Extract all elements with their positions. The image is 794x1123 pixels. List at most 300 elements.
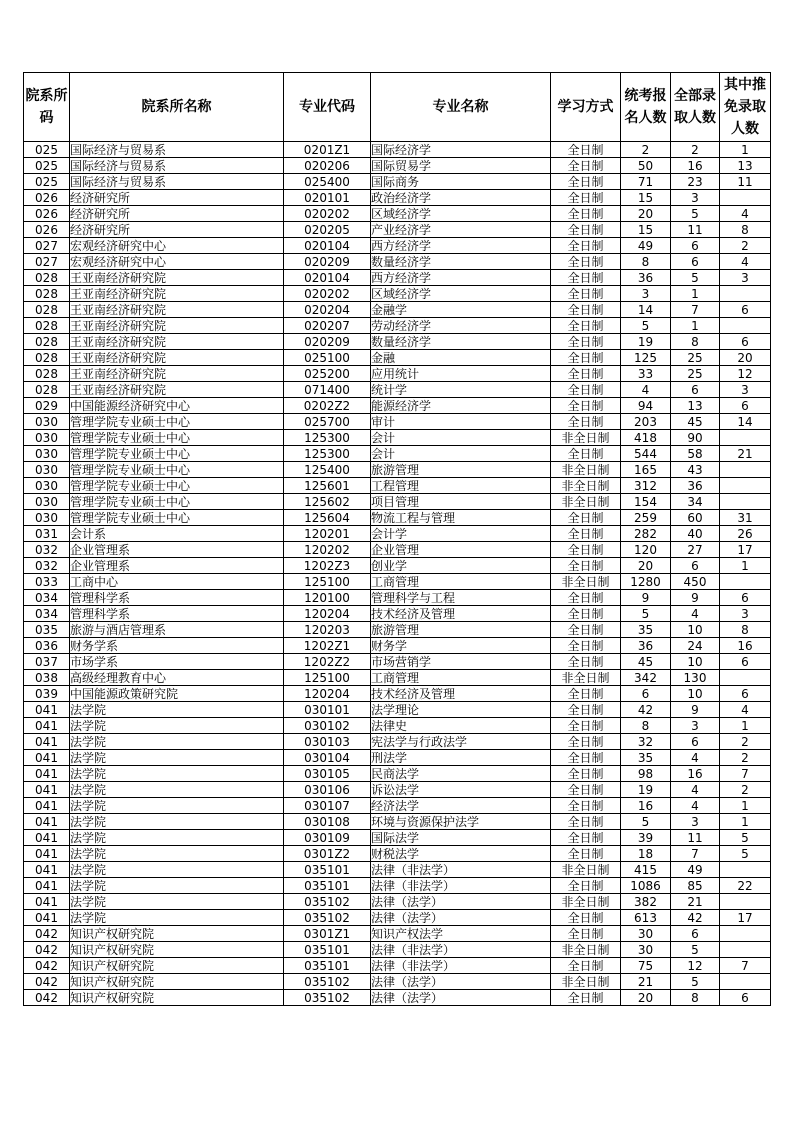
cell-major-code: 035101 <box>284 862 371 878</box>
cell-major-code: 035101 <box>284 942 371 958</box>
cell-dept-name: 法学院 <box>70 830 284 846</box>
table-row <box>24 622 771 638</box>
table-row <box>24 942 771 958</box>
cell-study-mode: 非全日制 <box>551 462 621 478</box>
cell-applicants: 35 <box>621 622 671 638</box>
cell-dept-code: 041 <box>24 782 70 798</box>
cell-exempt: 2 <box>720 734 771 750</box>
cell-dept-name: 法学院 <box>70 734 284 750</box>
cell-major-code: 125604 <box>284 510 371 526</box>
cell-study-mode: 全日制 <box>551 222 621 238</box>
cell-exempt: 6 <box>720 590 771 606</box>
cell-study-mode: 全日制 <box>551 238 621 254</box>
cell-major-name: 国际法学 <box>371 830 551 846</box>
cell-admitted: 10 <box>671 686 720 702</box>
cell-study-mode: 全日制 <box>551 286 621 302</box>
cell-major-code: 071400 <box>284 382 371 398</box>
table-row <box>24 670 771 686</box>
cell-exempt: 2 <box>720 238 771 254</box>
cell-applicants: 418 <box>621 430 671 446</box>
cell-study-mode: 全日制 <box>551 158 621 174</box>
cell-major-code: 020207 <box>284 318 371 334</box>
cell-admitted: 1 <box>671 286 720 302</box>
cell-dept-name: 法学院 <box>70 814 284 830</box>
table-row <box>24 638 771 654</box>
cell-applicants: 20 <box>621 206 671 222</box>
cell-major-name: 管理科学与工程 <box>371 590 551 606</box>
header-admitted: 全部录取人数 <box>671 73 720 142</box>
table-row <box>24 958 771 974</box>
cell-dept-name: 知识产权研究院 <box>70 990 284 1006</box>
cell-exempt <box>720 430 771 446</box>
cell-major-name: 市场营销学 <box>371 654 551 670</box>
cell-applicants: 49 <box>621 238 671 254</box>
table-row <box>24 894 771 910</box>
cell-dept-code: 028 <box>24 382 70 398</box>
cell-admitted: 11 <box>671 222 720 238</box>
table-row <box>24 654 771 670</box>
cell-applicants: 342 <box>621 670 671 686</box>
cell-dept-name: 法学院 <box>70 718 284 734</box>
cell-major-code: 120204 <box>284 686 371 702</box>
cell-dept-name: 管理学院专业硕士中心 <box>70 478 284 494</box>
cell-study-mode: 全日制 <box>551 622 621 638</box>
cell-applicants: 94 <box>621 398 671 414</box>
cell-dept-code: 029 <box>24 398 70 414</box>
cell-dept-code: 035 <box>24 622 70 638</box>
cell-major-name: 应用统计 <box>371 366 551 382</box>
cell-study-mode: 非全日制 <box>551 670 621 686</box>
cell-study-mode: 全日制 <box>551 686 621 702</box>
cell-dept-name: 知识产权研究院 <box>70 958 284 974</box>
cell-applicants: 165 <box>621 462 671 478</box>
cell-major-name: 西方经济学 <box>371 238 551 254</box>
cell-admitted: 5 <box>671 270 720 286</box>
cell-applicants: 35 <box>621 750 671 766</box>
header-exempt: 其中推免录取人数 <box>720 73 771 142</box>
cell-exempt: 5 <box>720 830 771 846</box>
cell-admitted: 25 <box>671 366 720 382</box>
cell-admitted: 6 <box>671 734 720 750</box>
cell-dept-code: 027 <box>24 238 70 254</box>
cell-exempt: 8 <box>720 622 771 638</box>
cell-major-code: 030109 <box>284 830 371 846</box>
cell-major-name: 法律（法学） <box>371 974 551 990</box>
cell-major-name: 金融 <box>371 350 551 366</box>
cell-dept-name: 旅游与酒店管理系 <box>70 622 284 638</box>
cell-admitted: 130 <box>671 670 720 686</box>
cell-dept-code: 042 <box>24 926 70 942</box>
cell-exempt: 5 <box>720 846 771 862</box>
cell-major-code: 030104 <box>284 750 371 766</box>
cell-major-code: 030105 <box>284 766 371 782</box>
cell-study-mode: 非全日制 <box>551 974 621 990</box>
cell-major-name: 数量经济学 <box>371 254 551 270</box>
cell-major-code: 035101 <box>284 958 371 974</box>
cell-applicants: 8 <box>621 254 671 270</box>
cell-major-code: 020202 <box>284 206 371 222</box>
cell-dept-name: 管理学院专业硕士中心 <box>70 414 284 430</box>
cell-admitted: 13 <box>671 398 720 414</box>
cell-dept-code: 030 <box>24 462 70 478</box>
cell-dept-code: 041 <box>24 910 70 926</box>
cell-study-mode: 全日制 <box>551 702 621 718</box>
cell-major-code: 020104 <box>284 270 371 286</box>
cell-dept-name: 王亚南经济研究院 <box>70 382 284 398</box>
cell-exempt <box>720 942 771 958</box>
table-row <box>24 398 771 414</box>
cell-applicants: 203 <box>621 414 671 430</box>
cell-exempt <box>720 670 771 686</box>
cell-major-name: 刑法学 <box>371 750 551 766</box>
table-row <box>24 574 771 590</box>
cell-admitted: 7 <box>671 302 720 318</box>
cell-dept-name: 企业管理系 <box>70 542 284 558</box>
cell-dept-name: 王亚南经济研究院 <box>70 286 284 302</box>
cell-applicants: 5 <box>621 318 671 334</box>
cell-exempt: 17 <box>720 542 771 558</box>
cell-major-code: 120204 <box>284 606 371 622</box>
table-row <box>24 702 771 718</box>
cell-applicants: 8 <box>621 718 671 734</box>
cell-study-mode: 全日制 <box>551 606 621 622</box>
cell-dept-name: 管理科学系 <box>70 606 284 622</box>
cell-study-mode: 全日制 <box>551 766 621 782</box>
cell-major-code: 035101 <box>284 878 371 894</box>
cell-major-code: 025400 <box>284 174 371 190</box>
cell-major-code: 030102 <box>284 718 371 734</box>
cell-dept-code: 028 <box>24 334 70 350</box>
cell-applicants: 71 <box>621 174 671 190</box>
cell-dept-name: 法学院 <box>70 878 284 894</box>
table-row <box>24 350 771 366</box>
cell-major-name: 西方经济学 <box>371 270 551 286</box>
cell-applicants: 5 <box>621 814 671 830</box>
cell-major-code: 035102 <box>284 894 371 910</box>
cell-study-mode: 全日制 <box>551 334 621 350</box>
cell-applicants: 5 <box>621 606 671 622</box>
cell-major-code: 020209 <box>284 334 371 350</box>
cell-dept-code: 037 <box>24 654 70 670</box>
cell-dept-name: 高级经理教育中心 <box>70 670 284 686</box>
cell-dept-code: 028 <box>24 350 70 366</box>
cell-dept-name: 管理学院专业硕士中心 <box>70 494 284 510</box>
cell-study-mode: 全日制 <box>551 846 621 862</box>
table-row <box>24 766 771 782</box>
cell-exempt: 1 <box>720 718 771 734</box>
cell-dept-name: 王亚南经济研究院 <box>70 318 284 334</box>
cell-dept-name: 市场学系 <box>70 654 284 670</box>
cell-exempt <box>720 286 771 302</box>
cell-applicants: 1086 <box>621 878 671 894</box>
cell-admitted: 6 <box>671 254 720 270</box>
cell-dept-code: 028 <box>24 286 70 302</box>
cell-admitted: 5 <box>671 974 720 990</box>
cell-dept-code: 030 <box>24 430 70 446</box>
cell-admitted: 4 <box>671 750 720 766</box>
header-dept-code: 院系所码 <box>24 73 70 142</box>
cell-applicants: 36 <box>621 638 671 654</box>
cell-dept-code: 036 <box>24 638 70 654</box>
cell-admitted: 10 <box>671 622 720 638</box>
cell-dept-code: 041 <box>24 846 70 862</box>
cell-major-name: 国际贸易学 <box>371 158 551 174</box>
cell-major-code: 0301Z2 <box>284 846 371 862</box>
table-row <box>24 718 771 734</box>
cell-dept-name: 王亚南经济研究院 <box>70 334 284 350</box>
cell-admitted: 43 <box>671 462 720 478</box>
table-row <box>24 974 771 990</box>
cell-admitted: 4 <box>671 782 720 798</box>
cell-exempt <box>720 574 771 590</box>
cell-applicants: 33 <box>621 366 671 382</box>
cell-dept-code: 041 <box>24 894 70 910</box>
table-row <box>24 382 771 398</box>
cell-exempt <box>720 478 771 494</box>
cell-exempt: 1 <box>720 558 771 574</box>
cell-dept-code: 030 <box>24 446 70 462</box>
cell-major-code: 120202 <box>284 542 371 558</box>
table-row <box>24 318 771 334</box>
cell-exempt <box>720 190 771 206</box>
cell-applicants: 3 <box>621 286 671 302</box>
cell-admitted: 21 <box>671 894 720 910</box>
table-row <box>24 798 771 814</box>
cell-exempt: 6 <box>720 990 771 1006</box>
cell-major-code: 035102 <box>284 990 371 1006</box>
cell-exempt: 7 <box>720 958 771 974</box>
cell-applicants: 21 <box>621 974 671 990</box>
table-row <box>24 270 771 286</box>
cell-major-name: 法律（法学） <box>371 894 551 910</box>
cell-applicants: 75 <box>621 958 671 974</box>
cell-major-name: 统计学 <box>371 382 551 398</box>
table-row <box>24 782 771 798</box>
header-study-mode: 学习方式 <box>551 73 621 142</box>
cell-major-code: 035102 <box>284 974 371 990</box>
cell-admitted: 3 <box>671 190 720 206</box>
cell-admitted: 16 <box>671 766 720 782</box>
table-row <box>24 910 771 926</box>
cell-major-code: 020204 <box>284 302 371 318</box>
cell-applicants: 415 <box>621 862 671 878</box>
cell-study-mode: 全日制 <box>551 366 621 382</box>
cell-major-code: 030107 <box>284 798 371 814</box>
cell-admitted: 42 <box>671 910 720 926</box>
cell-exempt: 4 <box>720 702 771 718</box>
table-row <box>24 830 771 846</box>
cell-exempt: 20 <box>720 350 771 366</box>
cell-major-code: 035102 <box>284 910 371 926</box>
cell-major-name: 金融学 <box>371 302 551 318</box>
cell-dept-name: 宏观经济研究中心 <box>70 238 284 254</box>
cell-study-mode: 非全日制 <box>551 574 621 590</box>
cell-major-name: 法律（非法学） <box>371 942 551 958</box>
cell-dept-name: 中国能源经济研究中心 <box>70 398 284 414</box>
cell-dept-code: 041 <box>24 750 70 766</box>
cell-study-mode: 非全日制 <box>551 494 621 510</box>
cell-major-name: 旅游管理 <box>371 462 551 478</box>
cell-exempt <box>720 862 771 878</box>
cell-major-name: 企业管理 <box>371 542 551 558</box>
cell-dept-code: 041 <box>24 766 70 782</box>
table-row <box>24 878 771 894</box>
cell-dept-name: 中国能源政策研究院 <box>70 686 284 702</box>
cell-major-name: 会计学 <box>371 526 551 542</box>
cell-dept-name: 企业管理系 <box>70 558 284 574</box>
table-row <box>24 430 771 446</box>
cell-dept-code: 034 <box>24 606 70 622</box>
cell-dept-name: 宏观经济研究中心 <box>70 254 284 270</box>
cell-dept-code: 041 <box>24 814 70 830</box>
cell-major-name: 国际商务 <box>371 174 551 190</box>
table-row <box>24 334 771 350</box>
cell-major-code: 020209 <box>284 254 371 270</box>
cell-study-mode: 全日制 <box>551 878 621 894</box>
cell-exempt: 6 <box>720 654 771 670</box>
cell-admitted: 11 <box>671 830 720 846</box>
cell-major-code: 120201 <box>284 526 371 542</box>
cell-study-mode: 全日制 <box>551 398 621 414</box>
cell-admitted: 49 <box>671 862 720 878</box>
cell-applicants: 9 <box>621 590 671 606</box>
cell-exempt: 6 <box>720 686 771 702</box>
cell-major-name: 财税法学 <box>371 846 551 862</box>
cell-study-mode: 全日制 <box>551 990 621 1006</box>
cell-major-name: 技术经济及管理 <box>371 606 551 622</box>
cell-exempt: 22 <box>720 878 771 894</box>
cell-major-name: 诉讼法学 <box>371 782 551 798</box>
cell-admitted: 85 <box>671 878 720 894</box>
cell-admitted: 40 <box>671 526 720 542</box>
cell-admitted: 450 <box>671 574 720 590</box>
cell-major-code: 125300 <box>284 430 371 446</box>
table-row <box>24 174 771 190</box>
cell-study-mode: 全日制 <box>551 590 621 606</box>
cell-major-name: 创业学 <box>371 558 551 574</box>
table-row <box>24 558 771 574</box>
cell-study-mode: 全日制 <box>551 782 621 798</box>
cell-dept-code: 030 <box>24 478 70 494</box>
cell-exempt <box>720 494 771 510</box>
cell-major-name: 国际经济学 <box>371 142 551 158</box>
cell-applicants: 259 <box>621 510 671 526</box>
cell-major-code: 125100 <box>284 574 371 590</box>
cell-major-name: 工商管理 <box>371 670 551 686</box>
cell-applicants: 19 <box>621 334 671 350</box>
table-row <box>24 814 771 830</box>
cell-admitted: 4 <box>671 606 720 622</box>
cell-admitted: 7 <box>671 846 720 862</box>
cell-dept-name: 经济研究所 <box>70 206 284 222</box>
cell-admitted: 27 <box>671 542 720 558</box>
cell-exempt: 26 <box>720 526 771 542</box>
cell-study-mode: 全日制 <box>551 318 621 334</box>
cell-exempt: 3 <box>720 606 771 622</box>
table-row <box>24 206 771 222</box>
cell-admitted: 58 <box>671 446 720 462</box>
cell-dept-name: 法学院 <box>70 750 284 766</box>
cell-dept-name: 管理学院专业硕士中心 <box>70 446 284 462</box>
table-row <box>24 862 771 878</box>
cell-exempt <box>720 974 771 990</box>
cell-exempt <box>720 894 771 910</box>
cell-major-code: 030103 <box>284 734 371 750</box>
cell-admitted: 6 <box>671 238 720 254</box>
cell-dept-code: 028 <box>24 366 70 382</box>
cell-exempt: 1 <box>720 142 771 158</box>
cell-admitted: 25 <box>671 350 720 366</box>
cell-major-name: 法律史 <box>371 718 551 734</box>
cell-study-mode: 全日制 <box>551 382 621 398</box>
cell-major-name: 技术经济及管理 <box>371 686 551 702</box>
cell-study-mode: 全日制 <box>551 558 621 574</box>
table-row <box>24 526 771 542</box>
cell-exempt: 11 <box>720 174 771 190</box>
cell-applicants: 36 <box>621 270 671 286</box>
cell-study-mode: 全日制 <box>551 814 621 830</box>
cell-dept-name: 法学院 <box>70 766 284 782</box>
cell-dept-name: 管理科学系 <box>70 590 284 606</box>
cell-dept-code: 028 <box>24 302 70 318</box>
cell-admitted: 9 <box>671 590 720 606</box>
cell-major-code: 020101 <box>284 190 371 206</box>
cell-exempt: 31 <box>720 510 771 526</box>
cell-applicants: 125 <box>621 350 671 366</box>
cell-applicants: 4 <box>621 382 671 398</box>
cell-dept-code: 033 <box>24 574 70 590</box>
cell-dept-name: 法学院 <box>70 910 284 926</box>
cell-major-code: 020202 <box>284 286 371 302</box>
cell-dept-name: 财务学系 <box>70 638 284 654</box>
cell-major-name: 会计 <box>371 446 551 462</box>
cell-study-mode: 全日制 <box>551 926 621 942</box>
cell-exempt: 13 <box>720 158 771 174</box>
cell-dept-code: 025 <box>24 174 70 190</box>
cell-dept-name: 王亚南经济研究院 <box>70 270 284 286</box>
cell-major-code: 020104 <box>284 238 371 254</box>
cell-major-name: 物流工程与管理 <box>371 510 551 526</box>
cell-dept-name: 王亚南经济研究院 <box>70 350 284 366</box>
cell-applicants: 382 <box>621 894 671 910</box>
cell-major-code: 120203 <box>284 622 371 638</box>
cell-applicants: 19 <box>621 782 671 798</box>
cell-exempt: 6 <box>720 398 771 414</box>
cell-study-mode: 全日制 <box>551 206 621 222</box>
cell-major-code: 1202Z1 <box>284 638 371 654</box>
cell-dept-code: 032 <box>24 558 70 574</box>
cell-study-mode: 全日制 <box>551 638 621 654</box>
cell-major-name: 民商法学 <box>371 766 551 782</box>
cell-applicants: 98 <box>621 766 671 782</box>
table-row <box>24 542 771 558</box>
cell-major-name: 工程管理 <box>371 478 551 494</box>
cell-study-mode: 全日制 <box>551 190 621 206</box>
cell-exempt: 3 <box>720 382 771 398</box>
cell-major-code: 030101 <box>284 702 371 718</box>
cell-applicants: 544 <box>621 446 671 462</box>
cell-dept-name: 法学院 <box>70 702 284 718</box>
cell-study-mode: 全日制 <box>551 270 621 286</box>
cell-dept-code: 041 <box>24 702 70 718</box>
cell-applicants: 2 <box>621 142 671 158</box>
cell-major-code: 0301Z1 <box>284 926 371 942</box>
cell-dept-name: 王亚南经济研究院 <box>70 302 284 318</box>
cell-dept-code: 032 <box>24 542 70 558</box>
cell-dept-name: 知识产权研究院 <box>70 942 284 958</box>
cell-applicants: 39 <box>621 830 671 846</box>
cell-major-code: 125601 <box>284 478 371 494</box>
